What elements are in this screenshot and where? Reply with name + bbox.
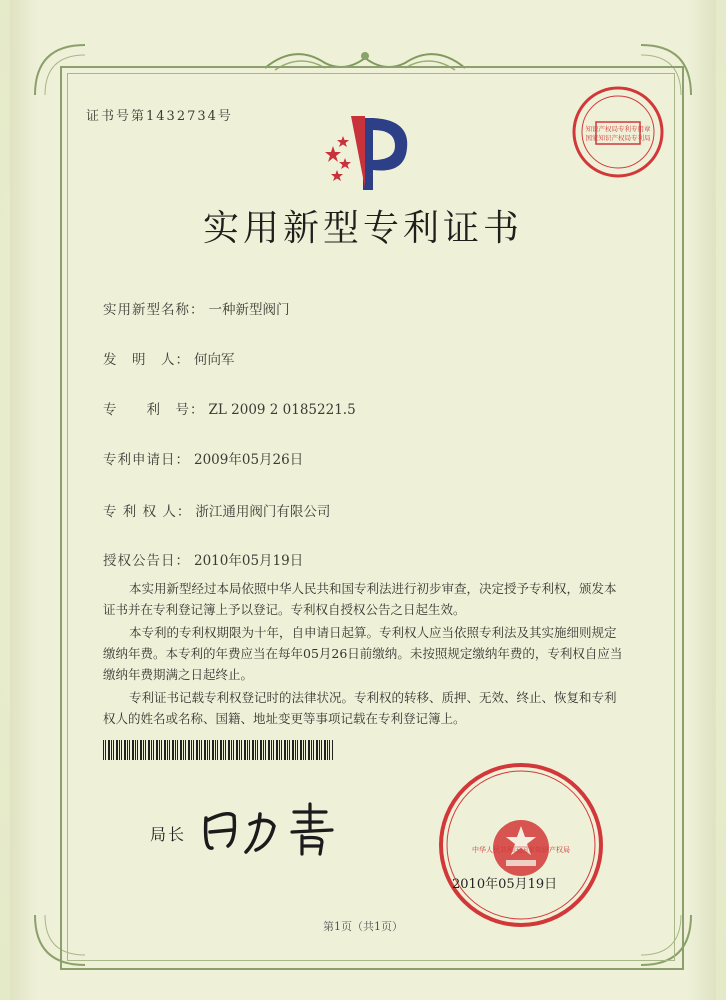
issue-date: 2010年05月19日 [452, 877, 558, 892]
patentee-row [103, 500, 330, 520]
page-number: 第1页（共1页） [323, 920, 403, 933]
certificate-number: 证书号第1432734号 [86, 109, 233, 124]
patent-number-row [103, 398, 356, 418]
field-value: 何向军 [194, 352, 235, 368]
body-paragraph: 本专利的专利权期限为十年，自申请日起算。专利权人应当依照专利法及其实施细则规定缴纳年费。本专利的年费应当在每年05月26日前缴纳。未按照规定缴纳年费的，专利权自应当缴纳年费期满之日起终止。 [103, 625, 623, 682]
utility-model-name-row [103, 298, 290, 318]
field-value: 2010年05月19日 [194, 553, 304, 569]
field-label: 专利申请日： [103, 452, 190, 468]
filing-date-row [103, 448, 303, 468]
small-seal-text: 知识产权局专利专用章 国家知识产权局专利局 [585, 125, 651, 142]
field-label: 实用新型名称： [103, 302, 205, 318]
body-paragraph: 专利证书记载专利权登记时的法律状况。专利权的转移、质押、无效、终止、恢复和专利权人的姓名或名称、国籍、地址变更等事项记载在专利登记簿上。 [103, 690, 617, 726]
certificate-title: 实用新型专利证书 [202, 208, 523, 249]
field-label: 授权公告日： [103, 553, 190, 569]
field-label: 专 利 号： [103, 402, 205, 418]
field-label: 发 明 人： [103, 352, 190, 368]
large-seal-text: 中华人民共和国国家知识产权局 [472, 846, 570, 854]
field-value: 浙江通用阀门有限公司 [195, 504, 331, 520]
barcode [103, 740, 333, 760]
field-value: ZL 2009 2 0185221.5 [208, 402, 356, 418]
patent-office-logo-icon [315, 108, 415, 198]
director-signature-icon [198, 800, 348, 860]
field-value: 2009年05月26日 [194, 452, 304, 468]
field-label: 专 利 权 人： [103, 504, 192, 520]
director-label: 局长 [150, 825, 187, 844]
certificate-body [103, 578, 623, 731]
announcement-date-row [103, 549, 303, 569]
field-value: 一种新型阀门 [208, 302, 290, 318]
body-paragraph: 本实用新型经过本局依照中华人民共和国专利法进行初步审查，决定授予专利权，颁发本证书并在专利登记簿上予以登记。专利权自授权公告之日起生效。 [103, 581, 617, 617]
inventor-row [103, 348, 235, 368]
